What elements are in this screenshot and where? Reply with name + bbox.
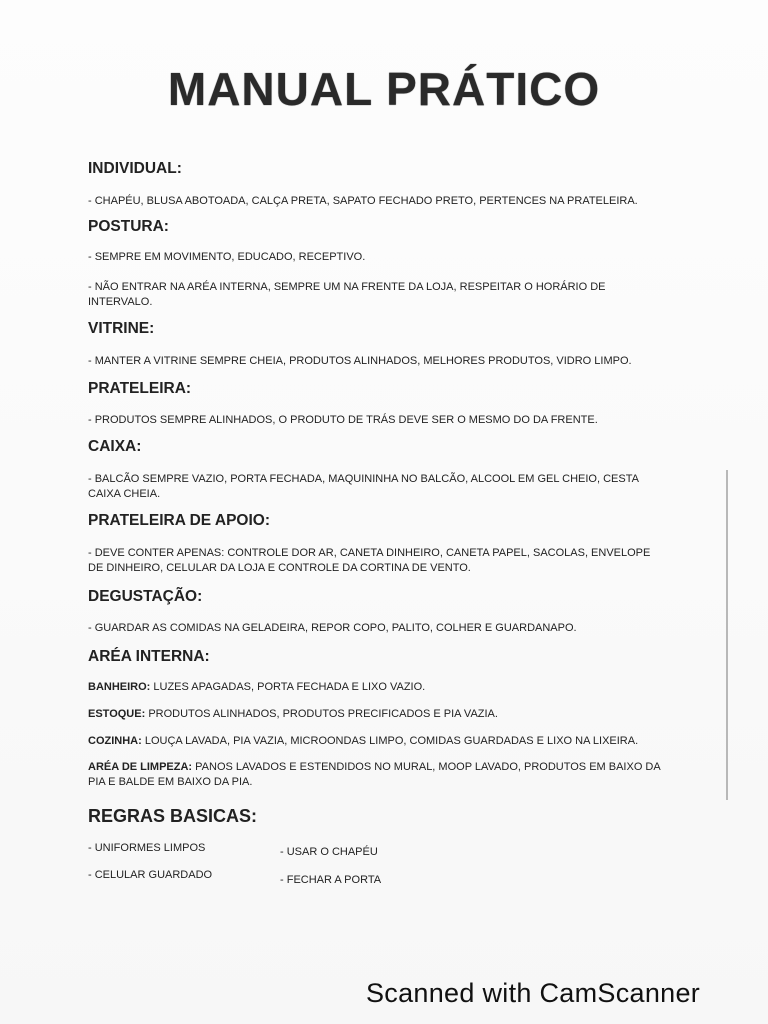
area-item-label: COZINHA:: [88, 735, 142, 747]
area-item-banheiro: [88, 680, 425, 695]
rule-item: - FECHAR A PORTA: [280, 874, 382, 886]
section-heading-vitrine: VITRINE:: [88, 320, 155, 337]
section-heading-area-interna: ARÉA INTERNA:: [88, 648, 210, 665]
rule-item: - CELULAR GUARDADO: [88, 869, 213, 881]
page-edge-shadow: [726, 470, 728, 800]
rules-grid: [88, 842, 488, 898]
section-item: - BALCÃO SEMPRE VAZIO, PORTA FECHADA, MAQUININHA NO BALCÃO, ALCOOL EM GEL CHEIO, CESTA CAIXA CHEIA.: [88, 473, 639, 500]
section-heading-postura: POSTURA:: [88, 218, 169, 235]
section-item: - CHAPÉU, BLUSA ABOTOADA, CALÇA PRETA, SAPATO FECHADO PRETO, PERTENCES NA PRATELEIRA.: [88, 195, 638, 207]
section-heading-regras: REGRAS BASICAS:: [88, 806, 258, 826]
area-item-text: LUZES APAGADAS, PORTA FECHADA E LIXO VAZIO.: [150, 681, 426, 693]
scanner-watermark: Scanned with CamScanner: [366, 978, 701, 1008]
area-item-estoque: [88, 707, 498, 722]
area-item-text: PANOS LAVADOS E ESTENDIDOS NO MURAL, MOOP LAVADO, PRODUTOS EM BAIXO DA PIA E BALDE EM BAIXO DA PIA.: [88, 761, 661, 788]
section-heading-caixa: CAIXA:: [88, 438, 142, 455]
page-title: MANUAL PRÁTICO: [167, 63, 601, 115]
area-item-text: PRODUTOS ALINHADOS, PRODUTOS PRECIFICADOS E PIA VAZIA.: [145, 708, 498, 720]
area-item-label: ARÉA DE LIMPEZA:: [88, 761, 193, 773]
section-item: - PRODUTOS SEMPRE ALINHADOS, O PRODUTO DE TRÁS DEVE SER O MESMO DO DA FRENTE.: [88, 414, 598, 426]
section-item: - SEMPRE EM MOVIMENTO, EDUCADO, RECEPTIVO.: [88, 251, 366, 263]
rule-item: - UNIFORMES LIMPOS: [88, 842, 206, 854]
section-heading-prateleira-apoio: PRATELEIRA DE APOIO:: [88, 512, 270, 529]
rule-item: - USAR O CHAPÉU: [280, 846, 378, 858]
section-item: - DEVE CONTER APENAS: CONTROLE DOR AR, CANETA DINHEIRO, CANETA PAPEL, SACOLAS, ENVELOPE DE DINHEIRO, CELULAR DA LOJA E CONTROLE DA CORTINA DE VENTO.: [88, 547, 651, 574]
area-item-limpeza: [88, 760, 673, 790]
section-heading-degustacao: DEGUSTAÇÃO:: [88, 588, 203, 605]
section-heading-prateleira: PRATELEIRA:: [88, 380, 192, 397]
section-item: - NÃO ENTRAR NA ARÉA INTERNA, SEMPRE UM NA FRENTE DA LOJA, RESPEITAR O HORÁRIO DE INTERVALO.: [88, 281, 606, 308]
section-item: - MANTER A VITRINE SEMPRE CHEIA, PRODUTOS ALINHADOS, MELHORES PRODUTOS, VIDRO LIMPO.: [88, 355, 632, 367]
area-item-label: BANHEIRO:: [88, 681, 151, 693]
section-heading-individual: INDIVIDUAL:: [88, 160, 182, 177]
area-item-label: ESTOQUE:: [88, 708, 146, 720]
section-item: - GUARDAR AS COMIDAS NA GELADEIRA, REPOR COPO, PALITO, COLHER E GUARDANAPO.: [88, 622, 577, 634]
area-item-cozinha: [88, 734, 638, 749]
area-item-text: LOUÇA LAVADA, PIA VAZIA, MICROONDAS LIMPO, COMIDAS GUARDADAS E LIXO NA LIXEIRA.: [141, 735, 639, 747]
